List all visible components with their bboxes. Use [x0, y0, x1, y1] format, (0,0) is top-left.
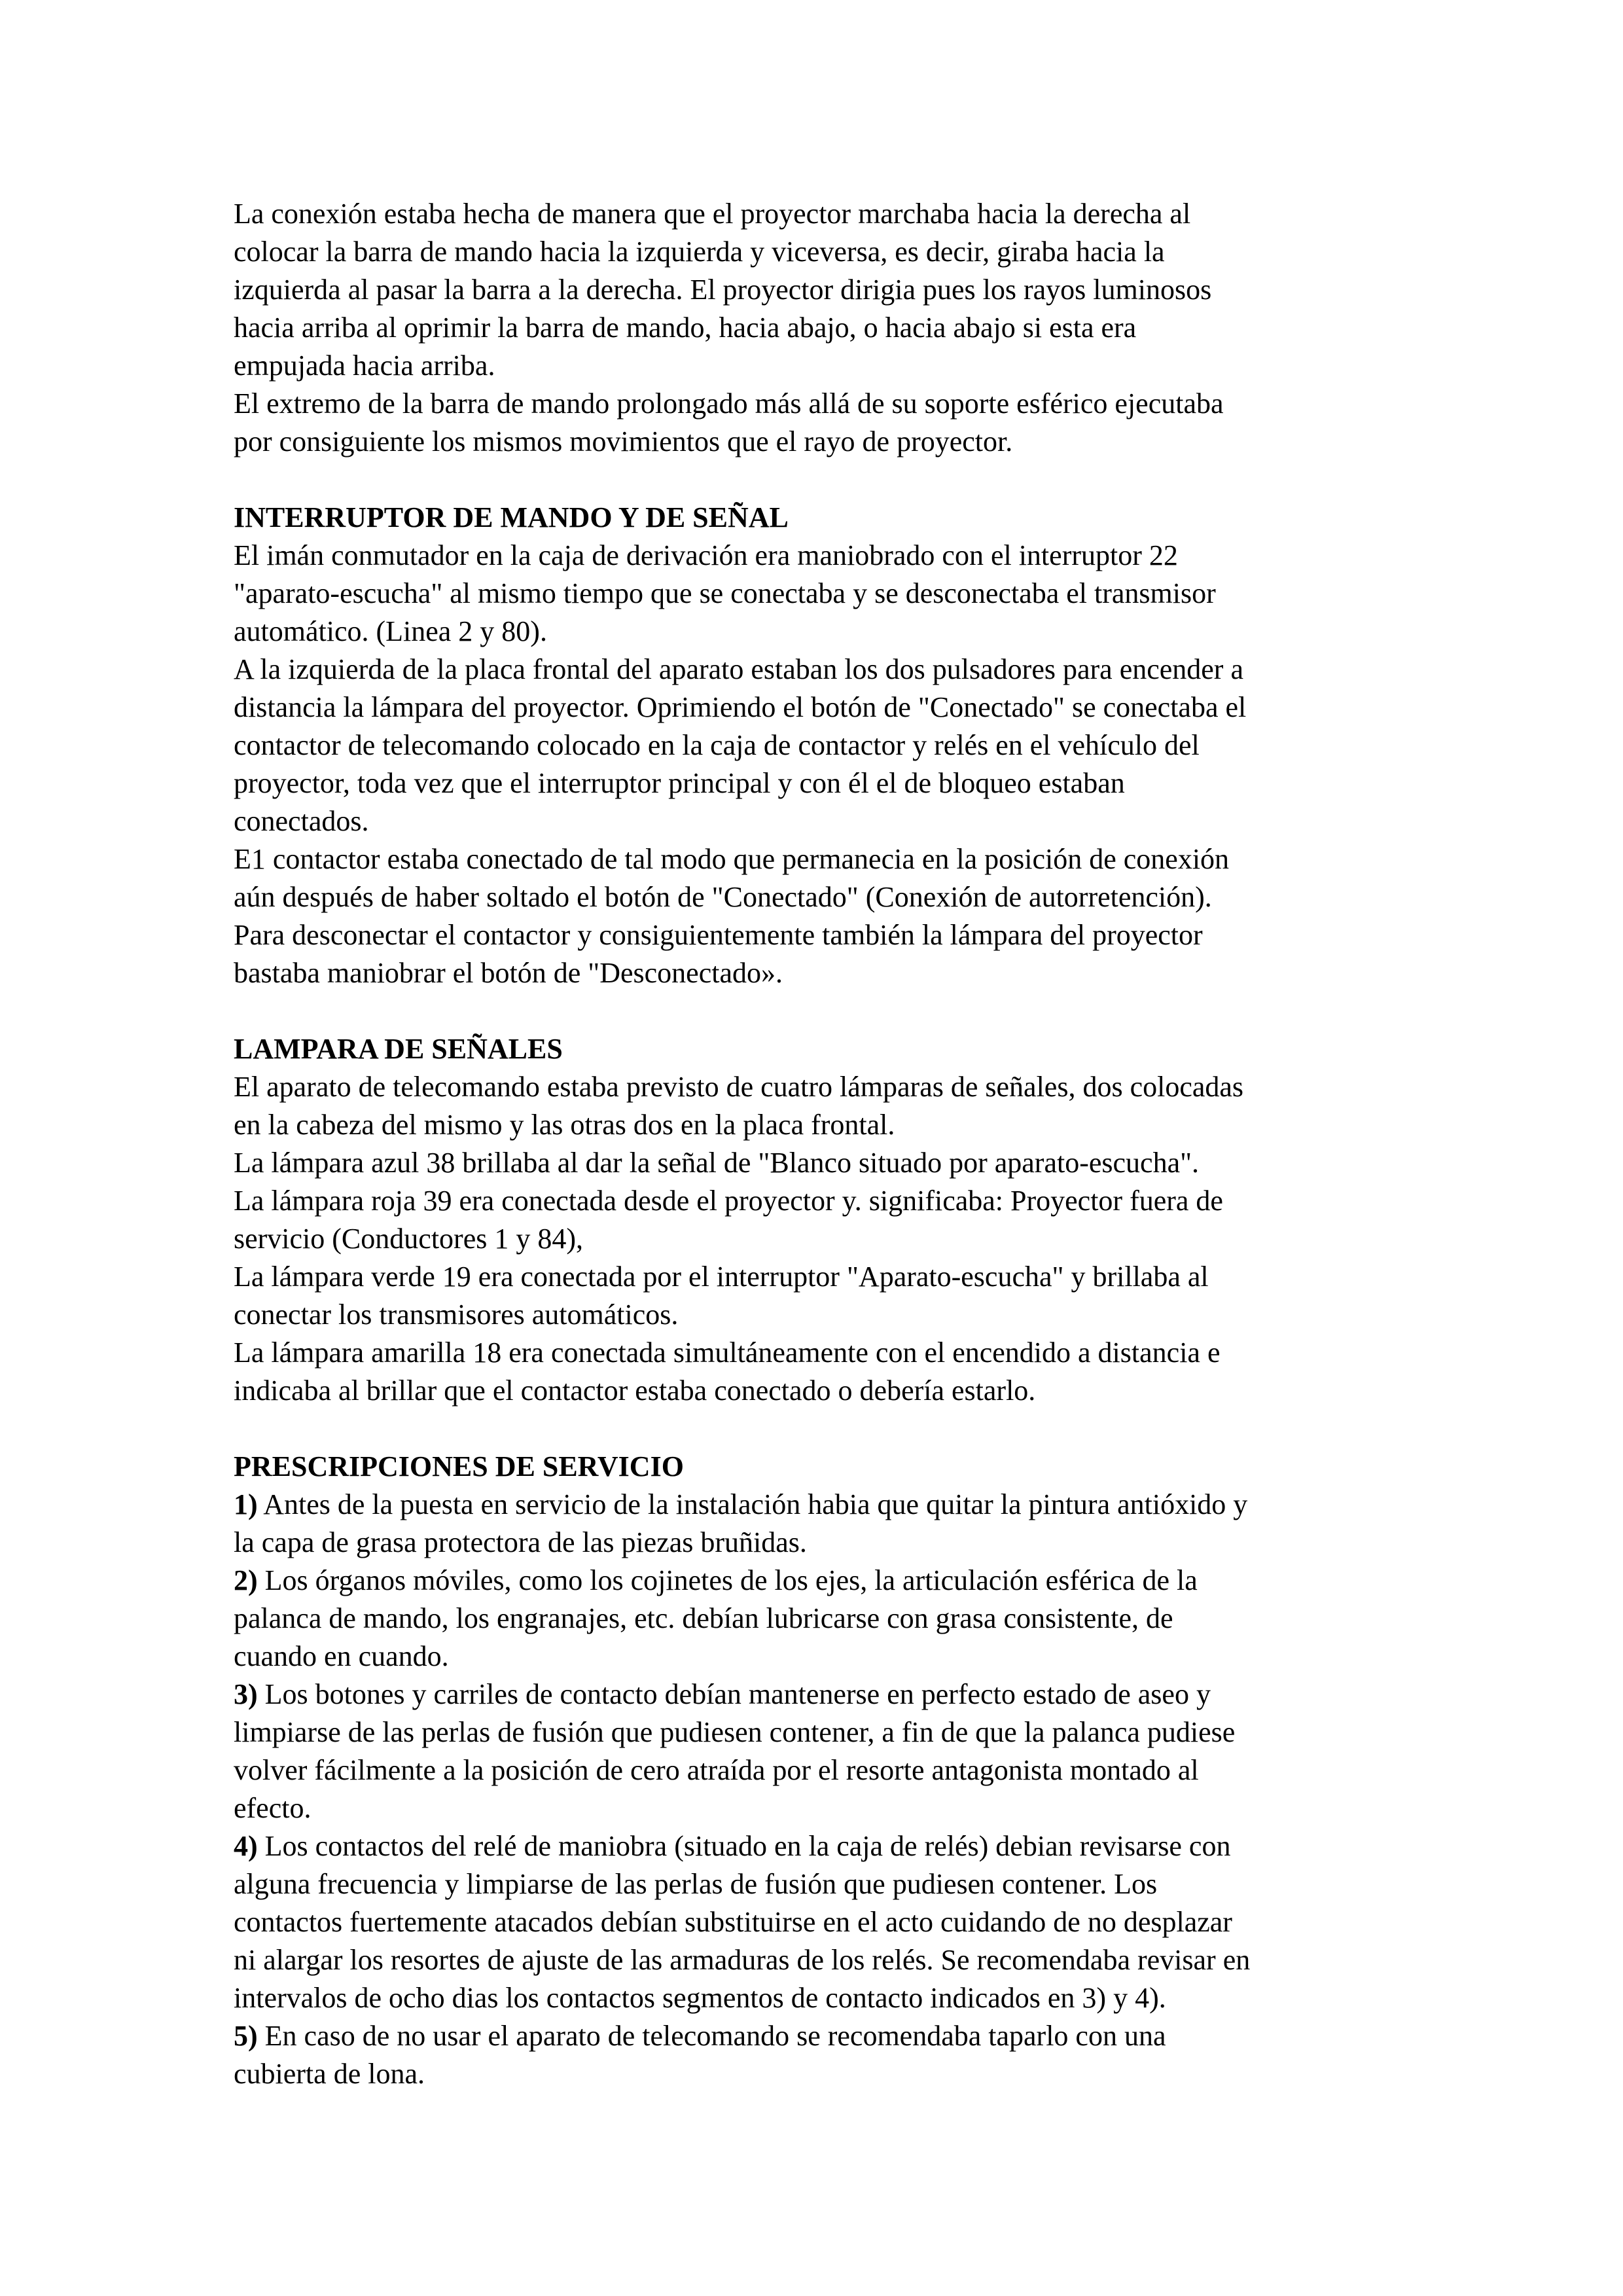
- list-item: [234, 1827, 1405, 2017]
- item-number: 4): [234, 1830, 258, 1862]
- text-line: La lámpara azul 38 brillaba al dar la señal de "Blanco situado por aparato-escucha".: [234, 1147, 1200, 1179]
- text-line: por consiguiente los mismos movimientos que el rayo de proyector.: [234, 425, 1013, 457]
- item-number: 2): [234, 1564, 258, 1596]
- text-line: volver fácilmente a la posición de cero atraída por el resorte antagonista montado al: [234, 1754, 1199, 1786]
- section-interruptor: [234, 499, 1405, 992]
- text-line: hacia arriba al oprimir la barra de mando, hacia abajo, o hacia abajo si esta era: [234, 312, 1137, 344]
- text-line: ni alargar los resortes de ajuste de las armaduras de los relés. Se recomendaba revisar en: [234, 1944, 1251, 1976]
- text-line: El extremo de la barra de mando prolongado más allá de su soporte esférico ejecutaba: [234, 387, 1224, 420]
- text-line: La lámpara amarilla 18 era conectada simultáneamente con el encendido a distancia e: [234, 1336, 1221, 1369]
- list-item: [234, 1562, 1405, 1676]
- text-line: distancia la lámpara del proyector. Oprimiendo el botón de "Conectado" se conectaba el: [234, 691, 1247, 723]
- text-line: empujada hacia arriba.: [234, 350, 495, 382]
- item-text: Los órganos móviles, como los cojinetes de los ejes, la articulación esférica de la: [257, 1564, 1198, 1596]
- document-body: [234, 195, 1405, 2093]
- text-line: conectados.: [234, 805, 369, 837]
- text-line: en la cabeza del mismo y las otras dos en la placa frontal.: [234, 1109, 895, 1141]
- text-line: palanca de mando, los engranajes, etc. debían lubricarse con grasa consistente, de: [234, 1602, 1173, 1634]
- text-line: cuando en cuando.: [234, 1640, 449, 1672]
- list-item: [234, 1486, 1405, 1562]
- text-line: contactor de telecomando colocado en la caja de contactor y relés en el vehículo del: [234, 729, 1200, 761]
- item-number: 3): [234, 1678, 258, 1710]
- item-text: Antes de la puesta en servicio de la instalación habia que quitar la pintura antióxido y: [257, 1488, 1248, 1520]
- item-text: Los contactos del relé de maniobra (situado en la caja de relés) debian revisarse con: [257, 1830, 1231, 1862]
- text-line: proyector, toda vez que el interruptor principal y con él el de bloqueo estaban: [234, 767, 1125, 799]
- paragraph-gap: [234, 1410, 1405, 1448]
- text-line: izquierda al pasar la barra a la derecha. El proyector dirigia pues los rayos luminosos: [234, 274, 1212, 306]
- section-prescripciones: [234, 1448, 1405, 2093]
- section-heading: INTERRUPTOR DE MANDO Y DE SEÑAL: [234, 501, 789, 533]
- text-line: aún después de haber soltado el botón de "Conectado" (Conexión de autorretención).: [234, 881, 1212, 913]
- text-line: indicaba al brillar que el contactor estaba conectado o debería estarlo.: [234, 1374, 1036, 1407]
- list-item: [234, 2017, 1405, 2093]
- text-line: El imán conmutador en la caja de derivación era maniobrado con el interruptor 22: [234, 539, 1178, 571]
- text-line: alguna frecuencia y limpiarse de las perlas de fusión que pudiesen contener. Los: [234, 1868, 1158, 1900]
- section-heading: LAMPARA DE SEÑALES: [234, 1033, 563, 1065]
- item-first-line: [234, 1827, 1405, 1865]
- text-line: La lámpara roja 39 era conectada desde el proyector y. significaba: Proyector fuera de: [234, 1185, 1223, 1217]
- text-line: la capa de grasa protectora de las piezas bruñidas.: [234, 1526, 807, 1558]
- text-line: colocar la barra de mando hacia la izquierda y viceversa, es decir, giraba hacia la: [234, 236, 1165, 268]
- item-first-line: [234, 1676, 1405, 1713]
- text-line: limpiarse de las perlas de fusión que pudiesen contener, a fin de que la palanca pudiese: [234, 1716, 1236, 1748]
- item-text: Los botones y carriles de contacto debían mantenerse en perfecto estado de aseo y: [257, 1678, 1211, 1710]
- text-line: A la izquierda de la placa frontal del aparato estaban los dos pulsadores para encender a: [234, 653, 1243, 685]
- item-first-line: [234, 2017, 1405, 2055]
- paragraph-gap: [234, 992, 1405, 1030]
- text-line: bastaba maniobrar el botón de "Desconectado».: [234, 957, 783, 989]
- text-line: "aparato-escucha" al mismo tiempo que se conectaba y se desconectaba el transmisor: [234, 577, 1216, 609]
- text-line: Para desconectar el contactor y consiguientemente también la lámpara del proyector: [234, 919, 1203, 951]
- item-first-line: [234, 1562, 1405, 1600]
- text-line: conectar los transmisores automáticos.: [234, 1299, 679, 1331]
- text-line: cubierta de lona.: [234, 2058, 425, 2090]
- section-lampara: [234, 1030, 1405, 1410]
- text-line: servicio (Conductores 1 y 84),: [234, 1223, 583, 1255]
- text-line: La conexión estaba hecha de manera que el proyector marchaba hacia la derecha al: [234, 198, 1191, 230]
- text-line: efecto.: [234, 1792, 312, 1824]
- item-number: 1): [234, 1488, 258, 1520]
- item-number: 5): [234, 2020, 258, 2052]
- item-first-line: [234, 1486, 1405, 1524]
- text-line: E1 contactor estaba conectado de tal modo que permanecia en la posición de conexión: [234, 843, 1230, 875]
- item-text: En caso de no usar el aparato de telecomando se recomendaba taparlo con una: [257, 2020, 1166, 2052]
- text-line: La lámpara verde 19 era conectada por el interruptor "Aparato-escucha" y brillaba al: [234, 1261, 1209, 1293]
- text-line: El aparato de telecomando estaba previsto de cuatro lámparas de señales, dos colocadas: [234, 1071, 1244, 1103]
- intro-paragraph: [234, 195, 1405, 461]
- list-item: [234, 1676, 1405, 1827]
- paragraph-gap: [234, 461, 1405, 499]
- text-line: contactos fuertemente atacados debían substituirse en el acto cuidando de no desplazar: [234, 1906, 1232, 1938]
- section-heading: PRESCRIPCIONES DE SERVICIO: [234, 1450, 684, 1482]
- text-line: intervalos de ocho dias los contactos segmentos de contacto indicados en 3) y 4).: [234, 1982, 1166, 2014]
- text-line: automático. (Linea 2 y 80).: [234, 615, 547, 647]
